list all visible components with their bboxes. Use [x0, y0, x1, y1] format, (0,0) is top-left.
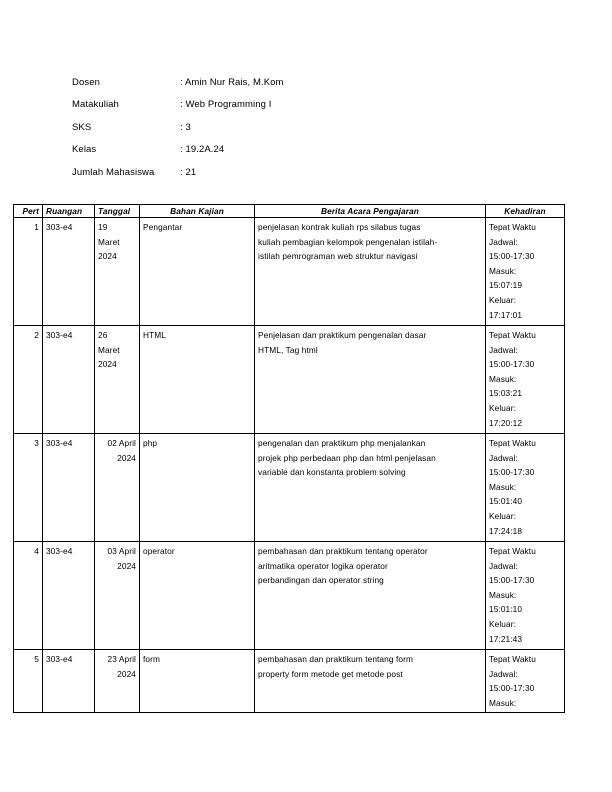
info-label: Kelas [72, 144, 97, 156]
kehadiran-line: Jadwal: [489, 236, 518, 247]
tanggal-line: 03 April [107, 546, 136, 556]
kehadiran-line: Tepat Waktu [489, 654, 536, 664]
kehadiran-line: Masuk: [489, 373, 517, 384]
cell-ruangan: 303-e4 [43, 326, 95, 434]
kehadiran-line: 15:00-17:30 [489, 575, 535, 586]
berita-line: kuliah pembagian kelompok pengenalan istilah- [258, 236, 438, 247]
cell-kehadiran [486, 218, 565, 326]
info-value: : Web Programming I [180, 99, 272, 111]
kehadiran-line: Tepat Waktu [489, 438, 536, 448]
column-header-kehadiran: Kehadiran [486, 205, 565, 218]
info-label: SKS [72, 121, 92, 133]
berita-line: pembahasan dan praktikum tentang operator [258, 546, 428, 556]
tanggal-line: 2024 [98, 359, 117, 370]
kehadiran-line: 15:03:21 [489, 388, 523, 399]
berita-line: Penjelasan dan praktikum pengenalan dasar [258, 330, 427, 340]
info-row-matakuliah [72, 94, 332, 117]
column-header-pert: Pert [14, 205, 43, 218]
column-header-bahan-kajian: Bahan Kajian [140, 205, 255, 218]
kehadiran-line: Keluar: [489, 618, 516, 629]
cell-kehadiran [486, 650, 565, 713]
cell-pert: 5 [14, 650, 43, 713]
info-row-jumlah-mahasiswa [72, 161, 332, 184]
berita-line: penjelasan kontrak kuliah rps silabus tugas [258, 222, 421, 232]
kehadiran-line: Masuk: [489, 265, 517, 276]
tanggal-line: 2024 [117, 452, 136, 463]
table-row [14, 434, 565, 542]
berita-line: property form metode get metode post [258, 668, 403, 679]
cell-kehadiran [486, 434, 565, 542]
table-row [14, 218, 565, 326]
berita-line: istilah pemrograman web struktur navigasi [258, 251, 418, 262]
cell-tanggal [95, 434, 140, 542]
kehadiran-line: Tepat Waktu [489, 546, 536, 556]
cell-pert: 4 [14, 542, 43, 650]
kehadiran-line: Jadwal: [489, 344, 518, 355]
cell-bahan-kajian: operator [140, 542, 255, 650]
table-row [14, 542, 565, 650]
cell-pert: 2 [14, 326, 43, 434]
info-label: Matakuliah [72, 99, 119, 111]
info-value: : 19.2A.24 [180, 144, 225, 156]
info-row-sks [72, 116, 332, 139]
kehadiran-line: Jadwal: [489, 668, 518, 679]
kehadiran-line: 15:01:10 [489, 604, 523, 615]
tanggal-line: 2024 [98, 251, 117, 262]
tanggal-line: 19 [98, 222, 108, 232]
kehadiran-line: 17:21:43 [489, 633, 523, 644]
kehadiran-line: 15:00-17:30 [489, 683, 535, 694]
info-row-kelas [72, 139, 332, 162]
cell-tanggal [95, 218, 140, 326]
berita-line: pembahasan dan praktikum tentang form [258, 654, 413, 664]
cell-berita-acara [255, 434, 486, 542]
kehadiran-line: Jadwal: [489, 452, 518, 463]
cell-berita-acara [255, 326, 486, 434]
tanggal-line: 23 April [107, 654, 136, 664]
kehadiran-line: Keluar: [489, 294, 516, 305]
column-header-tanggal: Tanggal [95, 205, 140, 218]
cell-bahan-kajian: form [140, 650, 255, 713]
kehadiran-line: Keluar: [489, 402, 516, 413]
cell-berita-acara [255, 650, 486, 713]
table-body [14, 218, 565, 713]
kehadiran-line: Jadwal: [489, 560, 518, 571]
cell-tanggal [95, 542, 140, 650]
cell-pert: 1 [14, 218, 43, 326]
kehadiran-line: Keluar: [489, 510, 516, 521]
info-value: : Amin Nur Rais, M.Kom [180, 76, 284, 88]
course-info [72, 71, 332, 184]
info-row-dosen [72, 71, 332, 94]
kehadiran-line: 15:00-17:30 [489, 467, 535, 478]
kehadiran-line: Tepat Waktu [489, 330, 536, 340]
info-value: : 3 [180, 121, 191, 133]
kehadiran-line: 15:00-17:30 [489, 359, 535, 370]
kehadiran-line: 17:20:12 [489, 417, 523, 428]
cell-bahan-kajian: HTML [140, 326, 255, 434]
info-label: Dosen [72, 76, 100, 88]
cell-ruangan: 303-e4 [43, 542, 95, 650]
table-row [14, 326, 565, 434]
cell-pert: 3 [14, 434, 43, 542]
cell-ruangan: 303-e4 [43, 218, 95, 326]
cell-ruangan: 303-e4 [43, 434, 95, 542]
kehadiran-line: 17:24:18 [489, 525, 523, 536]
column-header-berita-acara: Berita Acara Pengajaran [255, 205, 486, 218]
table-header-row [14, 205, 565, 218]
tanggal-line: 02 April [107, 438, 136, 448]
berita-line: aritmatika operator logika operator [258, 560, 388, 571]
cell-tanggal [95, 650, 140, 713]
kehadiran-line: Masuk: [489, 589, 517, 600]
tanggal-line: Maret [98, 236, 120, 247]
kehadiran-line: 15:00-17:30 [489, 251, 535, 262]
kehadiran-line: Masuk: [489, 697, 517, 708]
cell-bahan-kajian: Pengantar [140, 218, 255, 326]
tanggal-line: 2024 [117, 560, 136, 571]
cell-tanggal [95, 326, 140, 434]
cell-ruangan: 303-e4 [43, 650, 95, 713]
kehadiran-line: 17:17:01 [489, 309, 523, 320]
kehadiran-line: Tepat Waktu [489, 222, 536, 232]
kehadiran-line: 15:07:19 [489, 280, 523, 291]
teaching-record-table [13, 204, 565, 713]
info-label: Jumlah Mahasiswa [72, 166, 155, 178]
column-header-ruangan: Ruangan [43, 205, 95, 218]
berita-line: projek php perbedaan php dan html penjelasan [258, 452, 436, 463]
info-value: : 21 [180, 166, 197, 178]
berita-line: pengenalan dan praktikum php menjalankan [258, 438, 426, 448]
berita-line: perbandingan dan operator string [258, 575, 384, 586]
cell-berita-acara [255, 218, 486, 326]
tanggal-line: 26 [98, 330, 108, 340]
tanggal-line: Maret [98, 344, 120, 355]
cell-kehadiran [486, 542, 565, 650]
cell-bahan-kajian: php [140, 434, 255, 542]
berita-line: variable dan konstanta problem solving [258, 467, 406, 478]
table-row [14, 650, 565, 713]
kehadiran-line: 15:01:40 [489, 496, 523, 507]
cell-kehadiran [486, 326, 565, 434]
kehadiran-line: Masuk: [489, 481, 517, 492]
tanggal-line: 2024 [117, 668, 136, 679]
berita-line: HTML, Tag html [258, 344, 318, 355]
cell-berita-acara [255, 542, 486, 650]
